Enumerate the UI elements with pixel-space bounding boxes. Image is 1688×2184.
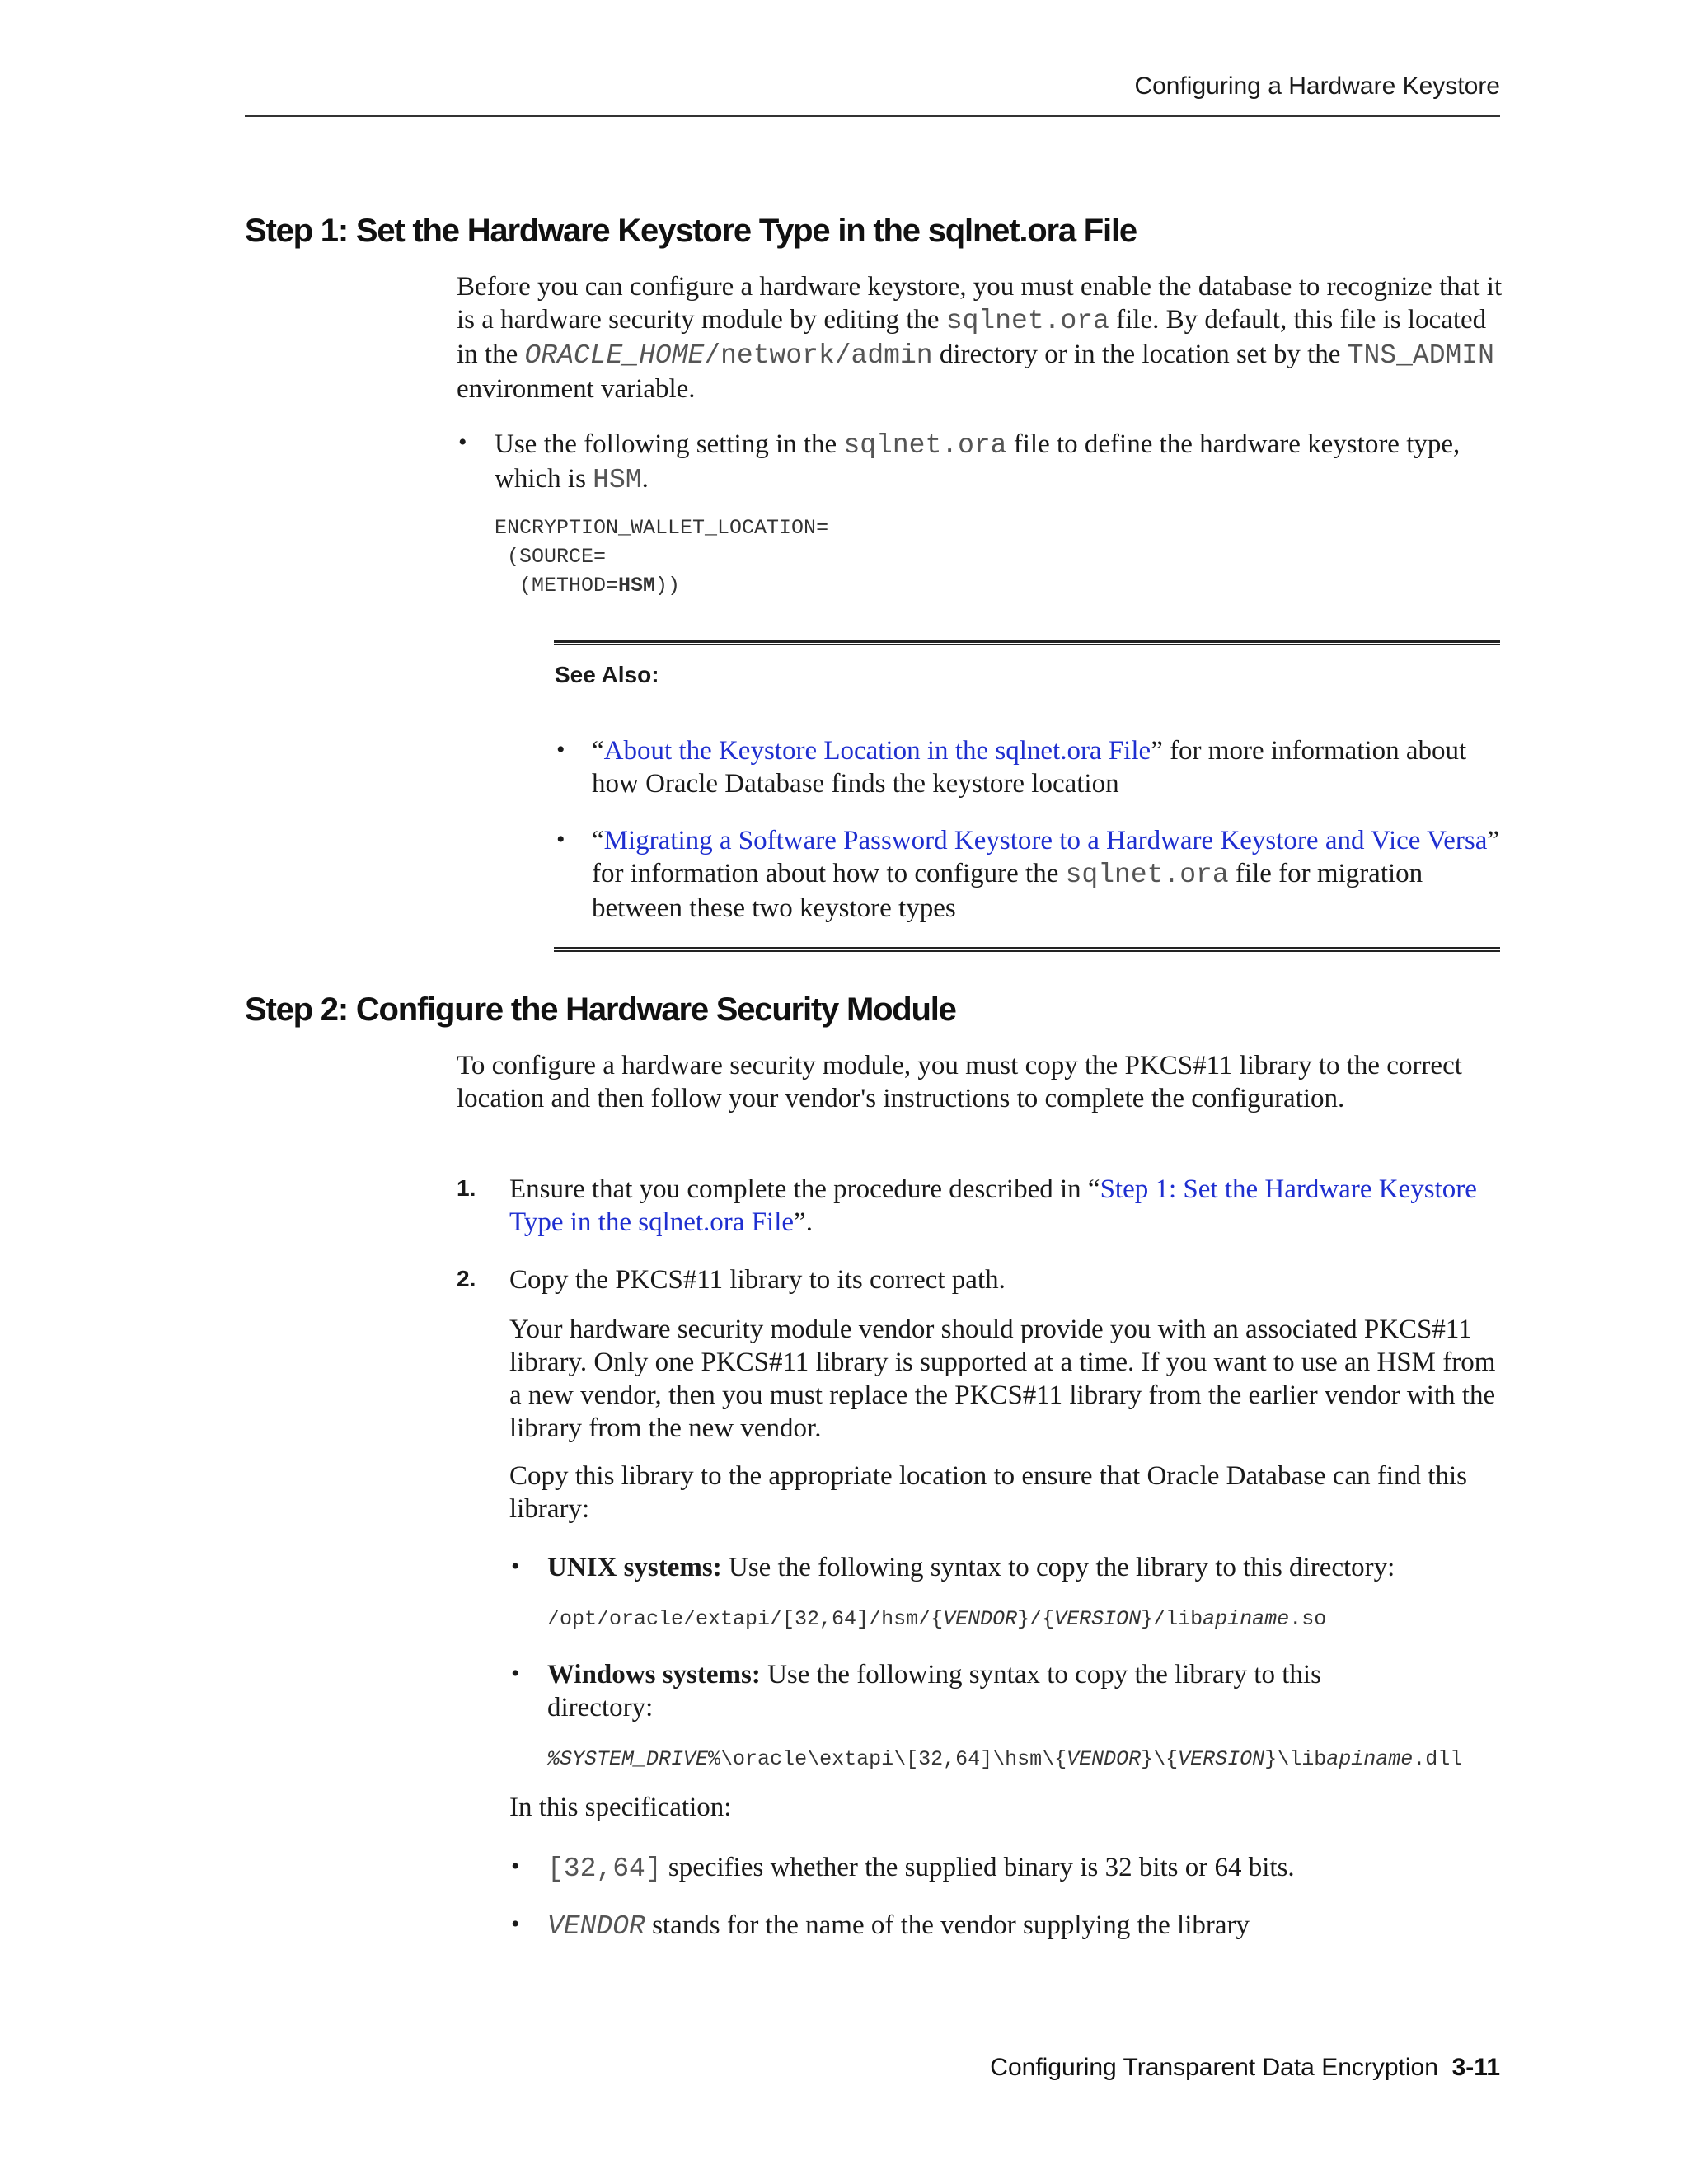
header-rule <box>245 115 1500 117</box>
bullet-marker: • <box>556 826 565 853</box>
unix-systems-text: UNIX systems: Use the following syntax to copy the library to this directory: <box>547 1553 1395 1582</box>
running-header: Configuring a Hardware Keystore <box>1134 73 1500 100</box>
bullet-marker: • <box>458 429 467 456</box>
spec-intro: In this specification: <box>509 1793 732 1822</box>
bullet-marker: • <box>556 736 565 763</box>
step2-heading: Step 2: Configure the Hardware Security Module <box>245 991 956 1028</box>
bullet-marker: • <box>511 1853 520 1880</box>
step1-intro: Before you can configure a hardware keystore, you must enable the database to recognize that it is a hardware security module by editing the sqlnet.ora file. By default, this file is located in the ORACLE_HOME/network/admin directory or in the location set by the TNS_ADMIN environment variable. <box>457 272 1503 404</box>
list-number: 2. <box>457 1266 476 1291</box>
step1-bullet-text: Use the following setting in the sqlnet.ora file to define the hardware keystore type, which is HSM. <box>495 429 1461 495</box>
windows-systems-text: Windows systems: Use the following syntax to copy the library to this directory: <box>547 1660 1321 1722</box>
see-also-item-keystore-location: “About the Keystore Location in the sqlnet.ora File” for more information about how Oracle Database finds the keystore location <box>592 736 1467 799</box>
step2-item2-text: Copy the PKCS#11 library to its correct path. <box>509 1265 1006 1295</box>
spec-32-64: [32,64] specifies whether the supplied binary is 32 bits or 64 bits. <box>547 1853 1295 1884</box>
bullet-marker: • <box>511 1660 520 1687</box>
step1-heading: Step 1: Set the Hardware Keystore Type in the sqlnet.ora File <box>245 213 1137 249</box>
link-keystore-location[interactable]: About the Keystore Location in the sqlnet.ora File <box>603 736 1151 766</box>
step2-item1-text: Ensure that you complete the procedure described in “Step 1: Set the Hardware Keystore Type in the sqlnet.ora File”. <box>509 1174 1477 1237</box>
link-migrating-keystore[interactable]: Migrating a Software Password Keystore to a Hardware Keystore and Vice Versa <box>603 826 1488 855</box>
see-also-item-migrating: “Migrating a Software Password Keystore to a Hardware Keystore and Vice Versa” for information about how to configure the sqlnet.ora file for migration between these two keystore types <box>592 826 1500 923</box>
page-footer <box>990 2054 1500 2082</box>
see-also-title: See Also: <box>555 662 659 687</box>
windows-library-path: %SYSTEM_DRIVE%\oracle\extapi\[32,64]\hsm\{VENDOR}\{VERSION}\libapiname.dll <box>547 1747 1463 1771</box>
link-step1[interactable]: Step 1: Set the Hardware Keystore Type in the sqlnet.ora File <box>509 1174 1477 1237</box>
bullet-marker: • <box>511 1910 520 1938</box>
spec-vendor: VENDOR stands for the name of the vendor supplying the library <box>547 1910 1250 1942</box>
list-number: 1. <box>457 1175 476 1201</box>
code-block-method-hsm: ENCRYPTION_WALLET_LOCATION= (SOURCE= (METHOD=HSM)) <box>495 516 829 598</box>
bullet-marker: • <box>511 1553 520 1580</box>
step2-item2-para2: Copy this library to the appropriate location to ensure that Oracle Database can find this library: <box>509 1461 1467 1524</box>
step2-intro: To configure a hardware security module, you must copy the PKCS#11 library to the correct location and then follow your vendor's instructions to complete the configuration. <box>457 1051 1462 1113</box>
step2-item2-para1: Your hardware security module vendor should provide you with an associated PKCS#11 library. Only one PKCS#11 library is supported at a time. If you want to use an HSM from a new vendor, then you must replace the PKCS#11 library from the earlier vendor with the library from the new vendor. <box>509 1315 1496 1443</box>
page-number: 3-11 <box>1451 2054 1500 2081</box>
unix-library-path: /opt/oracle/extapi/[32,64]/hsm/{VENDOR}/{VERSION}/libapiname.so <box>547 1607 1327 1631</box>
footer-chapter-title: Configuring Transparent Data Encryption <box>990 2054 1438 2081</box>
see-also-top-rule <box>554 640 1500 645</box>
see-also-bottom-rule <box>554 947 1500 952</box>
